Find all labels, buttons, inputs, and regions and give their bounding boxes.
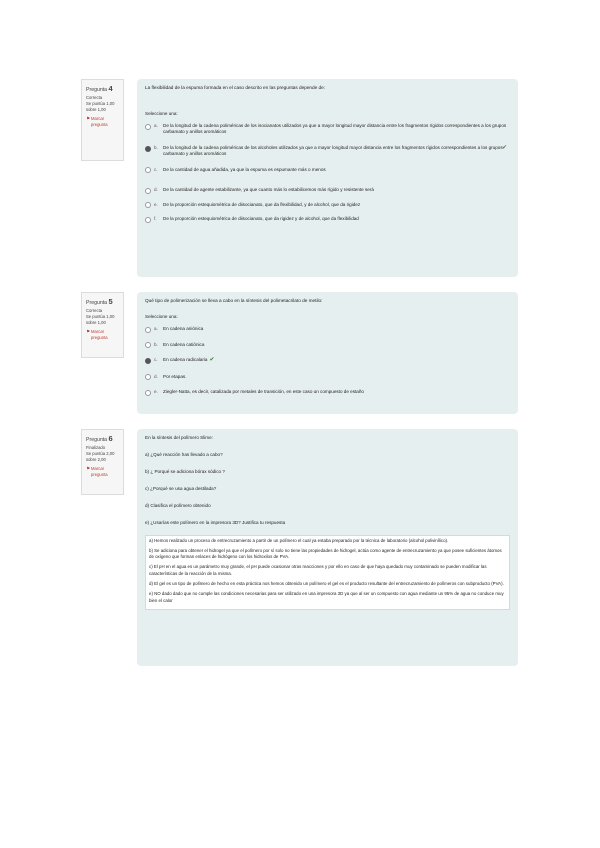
answer-paragraph: e) NO dado dado que no cumple las condiciones necesarias para ser utilizado en una impresora 3D ya que al ser un compuesto con agua mediante un 95% de agua no conduce muy bien el calor <box>149 590 504 603</box>
radio-button[interactable] <box>145 327 151 333</box>
question-5-option-b[interactable]: b. En cadena catiónica <box>145 342 510 349</box>
question-6-heading: Pregunta 6 <box>86 434 113 443</box>
question-5-prompt: Seleccione una: <box>145 314 178 320</box>
answer-paragraph: d) El gel es un tipo de polímero de hecho en esta práctica nos hemos obtenido un polímero el gel es el producto resultante del entrecruzamiento de polímeros con subproducto (PVA). <box>149 580 504 586</box>
question-6-part-c: c) ¿Porqué se usa agua destilada? <box>145 485 217 491</box>
radio-button[interactable] <box>145 167 151 173</box>
question-5-heading: Pregunta 5 <box>86 297 113 306</box>
question-4-content <box>137 79 518 277</box>
question-6-content <box>137 429 518 666</box>
correct-check-icon: ✔ <box>209 357 215 364</box>
question-5-info <box>81 292 124 358</box>
question-4-option-c[interactable]: c. De la cantidad de agua añadida, ya que la espuma es espumante más o menos <box>145 167 510 174</box>
question-4-prompt: Seleccione una: <box>145 111 178 117</box>
question-6-state: Finalizado <box>86 444 106 450</box>
question-4-option-b[interactable]: b. De la longitud de la cadena poliméricas de los alcoholes utilizados ya que a mayor longitud mayor distancia entre los fragmentos rígidos correspondientes a los grupos carbamato y anillos aromáticos ✔ <box>145 145 510 157</box>
question-5-option-d[interactable]: d. Por etapas. <box>145 374 510 381</box>
radio-button[interactable] <box>145 202 151 208</box>
radio-button[interactable] <box>145 188 151 194</box>
question-5-option-a[interactable]: a. En cadena aniónica <box>145 326 510 333</box>
question-5-score: Se puntúa 1,00 sobre 1,00 <box>86 314 115 326</box>
question-6-part-e: e) ¿Usarías este polímero en la impresora 3D? Justifica tu respuesta <box>145 519 286 525</box>
radio-button-selected[interactable] <box>145 146 151 152</box>
question-4-option-a[interactable]: a. De la longitud de la cadena poliméricas de los isocianatos utilizados ya que a mayor longitud mayor distancia entre los fragmentos rígidos correspondientes a los grupos carbamato y anillos aromáticos <box>145 123 510 135</box>
question-4-option-d[interactable]: d. De la cantidad de agente estabilizante, ya que cuanto más lo estabilicemos más rígido y resistente será <box>145 187 510 194</box>
question-5-option-c[interactable]: c. En cadena radicalaria ✔ <box>145 357 510 365</box>
radio-button[interactable] <box>145 342 151 348</box>
answer-text-area[interactable] <box>145 535 510 611</box>
question-5-content <box>137 292 518 414</box>
radio-button-selected[interactable] <box>145 358 151 364</box>
question-6-part-b: b) ¿ Porqué se adiciona bórax sódico ? <box>145 468 225 474</box>
question-6-part-a: a) ¿Qué reacción has llevado a cabo? <box>145 451 223 457</box>
question-4-heading: Pregunta 4 <box>86 84 113 93</box>
correct-check-icon: ✔ <box>501 145 507 152</box>
question-4-option-e[interactable]: e. De la proporción estequiométrica de diisocianato, que da flexibilidad, y de alcohol, que da rigidez <box>145 202 510 209</box>
radio-button[interactable] <box>145 374 151 380</box>
question-6-flag-link[interactable]: ⚑ Marcar pregunta <box>86 465 108 477</box>
question-5-state: Correcta <box>86 307 103 313</box>
flag-icon: ⚑ <box>86 465 91 471</box>
question-6-info <box>81 429 124 495</box>
question-4-info <box>81 79 124 161</box>
answer-paragraph: c) El pH en el agua es un parámetro muy grande, el pH puede ocasionar otras reacciones y por ello en caso de que haya quedado muy contaminado se pueden modificar las características de la reacción de la misma. <box>149 564 487 577</box>
flag-icon: ⚑ <box>86 328 91 334</box>
radio-button[interactable] <box>145 217 151 223</box>
answer-paragraph: b) Se adiciona para obtener el hidrogel ya que el polímero por sí solo no tiene las propiedades de hidrogel, actúa como agente de entrecruzamiento ya que posee suficientes átomos de oxígeno que forman enlaces de hidrógeno con los hidroxilos de PVA. <box>149 547 502 560</box>
question-6-part-d: d) Clasifica el polímero obtenido <box>145 502 211 508</box>
question-4-option-f[interactable]: f. De la proporción estequiométrica de diisocianato, que da rigidez y de alcohol, que da flexibilidad <box>145 216 510 223</box>
question-6-intro: En la síntesis del polímero Slime: <box>145 435 213 440</box>
flag-icon: ⚑ <box>86 115 91 121</box>
radio-button[interactable] <box>145 124 151 130</box>
question-4-score: Se puntúa 1,00 sobre 1,00 <box>86 101 115 113</box>
answer-paragraph: a) Hemos realizado un proceso de entrecruzamiento a partir de un polímero el cual ya estaba preparado por la técnica de laboratorio (alcohol polivinílico). <box>149 537 449 543</box>
question-4-state: Correcta <box>86 94 103 100</box>
question-5-flag-link[interactable]: ⚑ Marcar pregunta <box>86 328 108 340</box>
radio-button[interactable] <box>145 390 151 396</box>
question-5-option-e[interactable]: e. Ziegler-Natta, es decir, catalizada por metales de transición, en este caso un compuesto de estaño <box>145 389 510 396</box>
question-4-text: La flexibilidad de la espuma formada en el caso descrito en las preguntas depende de: <box>145 85 326 90</box>
question-5-text: Qué tipo de polimerización se lleva a cabo en la síntesis del polimetacrilato de metilo: <box>145 298 323 303</box>
question-6-score: Se puntúa 2,00 sobre 2,00 <box>86 451 115 463</box>
question-4-flag-link[interactable]: ⚑ Marcar pregunta <box>86 115 108 127</box>
